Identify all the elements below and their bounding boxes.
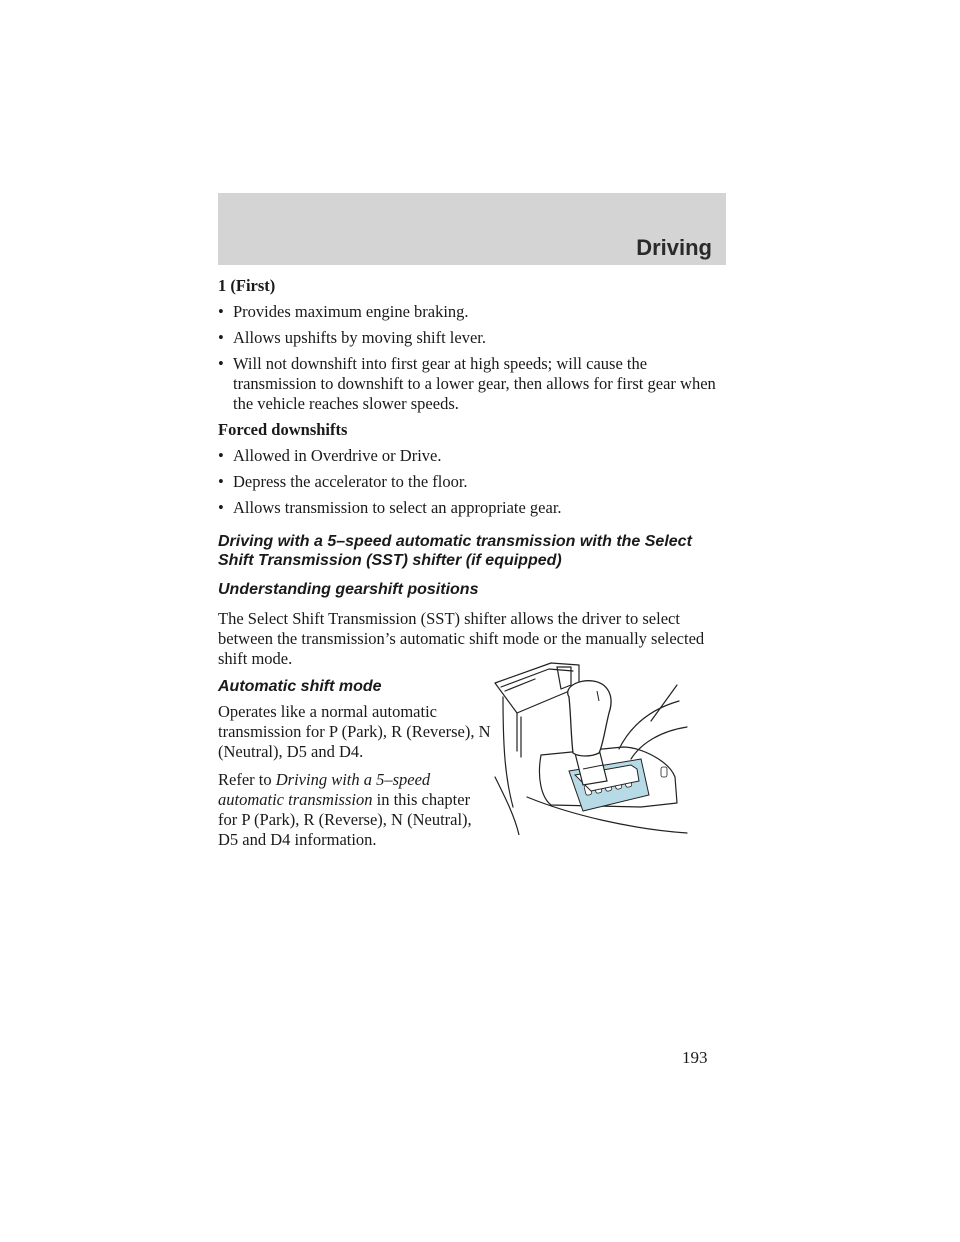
reference-paragraph: Refer to Driving with a 5–speed automatic transmission in this chapter for P (Park), R (Reverse), N (Neutral), D5 and D4 information.	[218, 770, 472, 849]
bullet-icon: •	[218, 328, 224, 347]
gearshift-illustration	[491, 657, 688, 835]
bullet-icon: •	[218, 472, 224, 491]
chapter-title: Driving	[636, 235, 712, 260]
gearshift-icon	[491, 657, 688, 835]
header-band	[218, 193, 726, 265]
first-gear-list	[218, 302, 726, 414]
section-heading-understanding: Understanding gearshift positions	[218, 581, 479, 598]
section-heading-automatic: Automatic shift mode	[218, 678, 382, 695]
page-number: 193	[682, 1048, 708, 1067]
section-heading-forced: Forced downshifts	[218, 420, 348, 439]
section-heading-first: 1 (First)	[218, 276, 276, 295]
automatic-paragraph: Operates like a normal automatic transmission for P (Park), R (Reverse), N (Neutral), D5 and D4.	[218, 702, 491, 761]
bullet-icon: •	[218, 302, 224, 321]
section-heading-sst: Driving with a 5–speed automatic transmission with the Select Shift Transmission (SST) shifter (if equipped)	[218, 533, 692, 569]
list-item: • Allows transmission to select an appropriate gear.	[218, 498, 562, 517]
bullet-icon: •	[218, 354, 224, 373]
list-item: • Allows upshifts by moving shift lever.	[218, 328, 486, 347]
understanding-paragraph: The Select Shift Transmission (SST) shifter allows the driver to select between the transmission’s automatic shift mode or the manually selected shift mode.	[218, 609, 705, 668]
list-item: • Depress the accelerator to the floor.	[218, 472, 468, 491]
forced-downshifts-list	[218, 446, 726, 518]
list-item: • Allowed in Overdrive or Drive.	[218, 446, 442, 465]
automatic-shift-text	[218, 702, 493, 850]
list-item: • Will not downshift into first gear at high speeds; will cause the transmission to downshift to a lower gear, then allows for first gear when the vehicle reaches slower speeds.	[218, 354, 716, 413]
reference-title: Driving with a 5–speed automatic transmission	[218, 770, 431, 809]
bullet-icon: •	[218, 446, 224, 465]
bullet-icon: •	[218, 498, 224, 517]
list-item: • Provides maximum engine braking.	[218, 302, 469, 321]
